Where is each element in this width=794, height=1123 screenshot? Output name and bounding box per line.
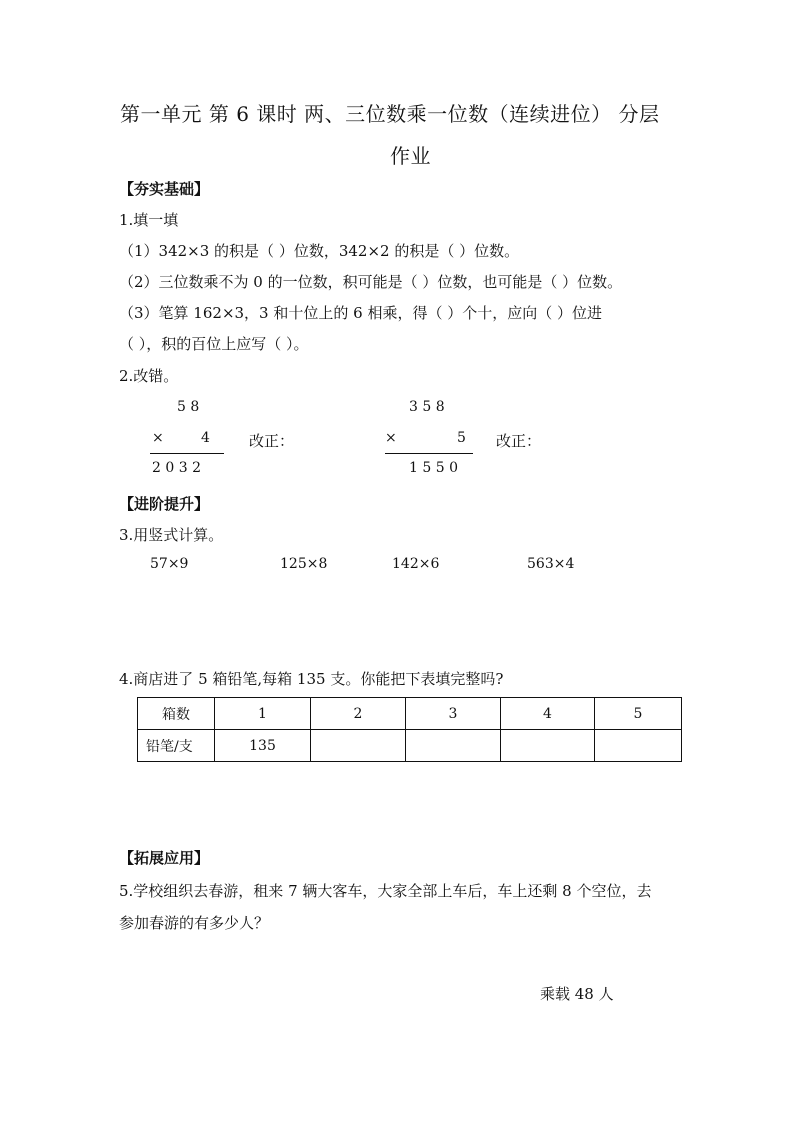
table-cell-empty[interactable] [501, 730, 595, 762]
q3-expr-1: 57×9 [150, 556, 189, 572]
table-row [138, 698, 682, 730]
q2b-times-sign: × [385, 430, 397, 446]
table-cell: 4 [501, 698, 595, 730]
table-row [138, 730, 682, 762]
section-basic-heading: 【夯实基础】 [119, 180, 210, 198]
table-cell: 箱数 [138, 698, 215, 730]
q3-heading: 3.用竖式计算。 [119, 526, 224, 544]
q3-expr-2: 125×8 [280, 556, 328, 572]
table-cell: 2 [311, 698, 406, 730]
table-cell: 1 [215, 698, 311, 730]
q1-heading: 1.填一填 [119, 211, 179, 229]
table-cell-empty[interactable] [595, 730, 682, 762]
q2a-top-number: 5 8 [177, 399, 200, 415]
section-extension-heading: 【拓展应用】 [119, 849, 210, 867]
q2-heading: 2.改错。 [119, 367, 179, 385]
q5-line2: 参加春游的有多少人？ [119, 914, 270, 932]
q1-item3b: （ ），积的百位上应写（ ）。 [119, 335, 309, 353]
pencil-table [137, 697, 682, 762]
q1-item1: （1）342×3 的积是（ ）位数，342×2 的积是（ ）位数。 [119, 242, 520, 260]
q1-item2: （2）三位数乘不为 0 的一位数，积可能是（ ）位数，也可能是（ ）位数。 [119, 273, 623, 291]
q4-heading: 4.商店进了 5 箱铅笔,每箱 135 支。你能把下表填完整吗? [119, 670, 504, 688]
page-title-line2: 作业 [390, 144, 431, 168]
q5-line1: 5.学校组织去春游，租来 7 辆大客车，大家全部上车后，车上还剩 8 个空位，去 [119, 882, 652, 900]
section-advanced-heading: 【进阶提升】 [119, 495, 210, 513]
table-cell: 5 [595, 698, 682, 730]
q2a-rule [150, 453, 224, 454]
table-cell-empty[interactable] [406, 730, 501, 762]
table-cell-empty[interactable] [311, 730, 406, 762]
q2b-result: 1 5 5 0 [409, 460, 458, 476]
table-cell: 铅笔/支 [138, 730, 215, 762]
q2b-rule [385, 453, 473, 454]
page-title-line1: 第一单元 第 6 课时 两、三位数乘一位数（连续进位） 分层 [120, 102, 660, 126]
q3-expr-4: 563×4 [527, 556, 575, 572]
table-cell: 135 [215, 730, 311, 762]
q5-note: 乘载 48 人 [540, 985, 614, 1003]
table-cell: 3 [406, 698, 501, 730]
q2b-fix-label: 改正： [496, 432, 542, 450]
q3-expr-3: 142×6 [392, 556, 440, 572]
q1-item3a: （3）笔算 162×3，3 和十位上的 6 相乘，得（ ）个十，应向（ ）位进 [119, 304, 602, 322]
q2a-times-sign: × [152, 430, 164, 446]
q2a-multiplier: 4 [201, 430, 210, 446]
q2a-result: 2 0 3 2 [152, 460, 201, 476]
q2b-top-number: 3 5 8 [409, 399, 445, 415]
q2a-fix-label: 改正： [249, 432, 295, 450]
q2b-multiplier: 5 [457, 430, 466, 446]
